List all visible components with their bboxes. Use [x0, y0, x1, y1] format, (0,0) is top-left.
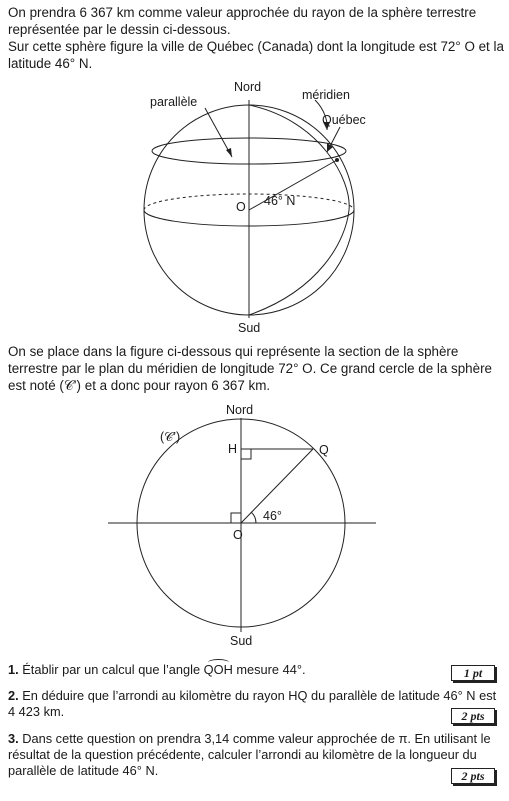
- sphere-center-label: O: [236, 200, 246, 214]
- question-1: [8, 662, 428, 678]
- intro-paragraph-2: Sur cette sphère figure la ville de Québec (Canada) dont la longitude est 72° O et la latitude 46° N.: [8, 39, 504, 71]
- question-2-number: 2.: [8, 688, 19, 703]
- point-o-label: O: [233, 528, 243, 542]
- parallele-arrowhead: [226, 148, 232, 157]
- question-2-text: En déduire que l’arrondi au kilomètre du rayon HQ du parallèle de latitude 46° N est 4 423 km.: [8, 688, 497, 719]
- question-2: [8, 688, 498, 720]
- sphere-sud-label: Sud: [238, 321, 261, 335]
- intro-paragraph-1: On prendra 6 367 km comme valeur approchée du rayon de la sphère terrestre représentée par le dessin ci-dessous.: [8, 5, 477, 37]
- section-paragraph: On se place dans la figure ci-dessous qui représente la section de la sphère terrestre par le plan du méridien de longitude 72° O. Ce grand cercle de la sphère est noté (𝒞’) et a donc pour rayon 6 367 km.: [8, 344, 492, 393]
- point-q-label: Q: [319, 443, 329, 457]
- question-3-number: 3.: [8, 731, 19, 746]
- question-2-points: 2 pts: [451, 708, 495, 724]
- question-1-angle-text: QOH: [203, 662, 233, 677]
- quebec-label: Québec: [322, 113, 366, 127]
- question-1-number: 1.: [8, 662, 19, 677]
- question-3-text: Dans cette question on prendra 3,14 comme valeur approchée de π. En utilisant le résultat de la question précédente, calculer l’arrondi au kilomètre de la longueur du parallèle de latitude 46° N.: [8, 731, 491, 778]
- quebec-point: [335, 158, 339, 162]
- meridien-label: méridien: [302, 88, 350, 102]
- circle-nord-label: Nord: [226, 403, 254, 417]
- right-angle-h: [241, 449, 251, 459]
- question-3: [8, 731, 498, 779]
- question-1-text-before: Établir par un calcul que l’angle: [22, 662, 204, 677]
- sphere-nord-label: Nord: [234, 80, 262, 94]
- circle-sud-label: Sud: [230, 634, 253, 648]
- angle-hat: [208, 659, 229, 666]
- question-1-text-after: mesure 44°.: [232, 662, 306, 677]
- sphere-angle-label: 46° N: [264, 194, 296, 208]
- question-1-angle: [204, 662, 233, 678]
- question-1-points: 1 pt: [451, 665, 495, 681]
- question-3-points: 2 pts: [451, 768, 495, 784]
- angle-arc: [251, 512, 256, 523]
- point-h-label: H: [228, 442, 238, 456]
- meridian-curve: [249, 105, 349, 315]
- parallele-label: parallèle: [150, 95, 198, 109]
- right-angle-o: [231, 513, 241, 523]
- circle-name-label: (𝒞’): [160, 430, 181, 444]
- angle-46-label: 46°: [263, 509, 282, 523]
